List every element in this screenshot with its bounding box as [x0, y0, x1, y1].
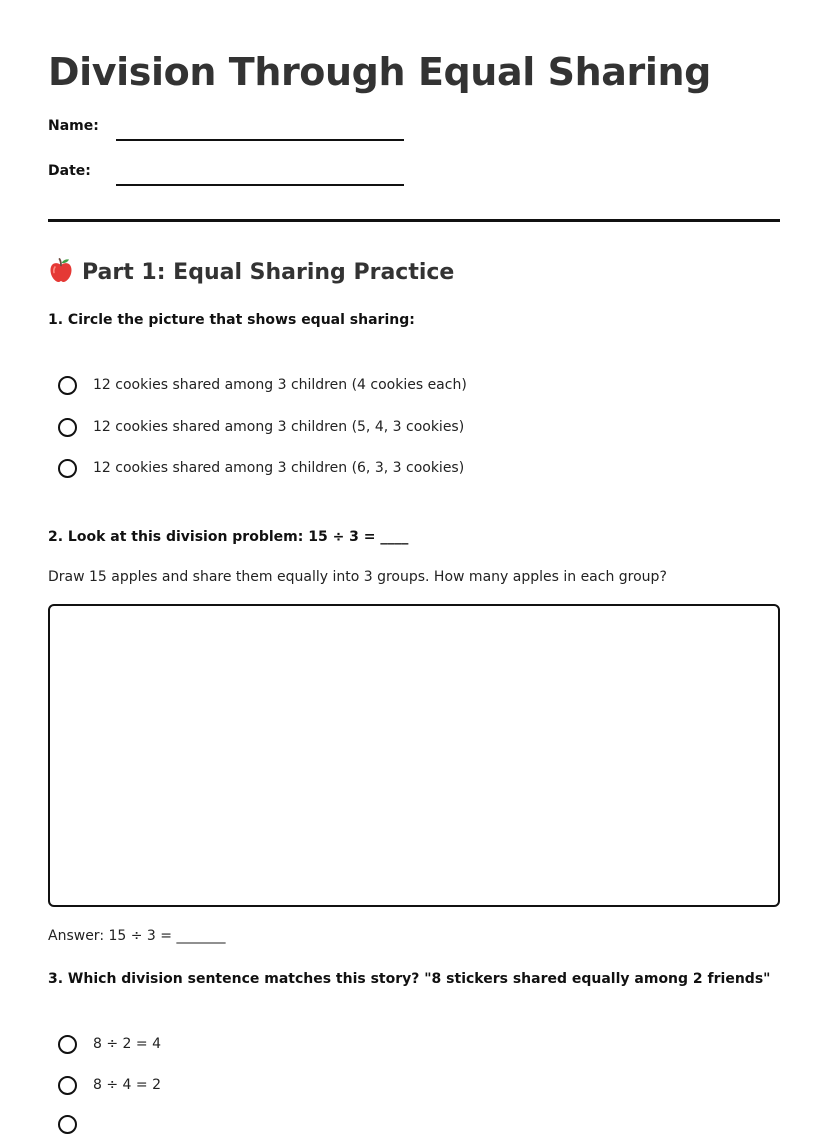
- date-label: Date:: [48, 163, 91, 179]
- question-2-prompt: 2. Look at this division problem: 15 ÷ 3 = ____: [48, 529, 409, 545]
- q1-option-1-radio[interactable]: [58, 376, 77, 395]
- q1-option-3[interactable]: [58, 456, 464, 480]
- header-divider: [48, 219, 780, 222]
- q1-option-1[interactable]: [58, 373, 467, 397]
- q3-option-2[interactable]: [58, 1073, 161, 1097]
- worksheet-title: Division Through Equal Sharing: [48, 50, 711, 94]
- q1-option-2[interactable]: [58, 415, 464, 439]
- q3-option-3-radio[interactable]: [58, 1115, 77, 1134]
- q3-option-3-partial[interactable]: [58, 1112, 77, 1136]
- name-label: Name:: [48, 118, 99, 134]
- part1-heading: [48, 257, 454, 288]
- q3-option-2-radio[interactable]: [58, 1076, 77, 1095]
- question-3-prompt: 3. Which division sentence matches this story? "8 stickers shared equally among 2 friends": [48, 971, 771, 987]
- q3-option-1[interactable]: [58, 1032, 161, 1056]
- q1-option-2-radio[interactable]: [58, 418, 77, 437]
- part1-heading-text: Part 1: Equal Sharing Practice: [82, 260, 455, 285]
- q1-option-3-radio[interactable]: [58, 459, 77, 478]
- q1-option-2-label: 12 cookies shared among 3 children (5, 4, 3 cookies): [93, 419, 465, 435]
- name-line[interactable]: [116, 139, 404, 141]
- q3-option-2-label: 8 ÷ 4 = 2: [93, 1077, 161, 1093]
- question-2-answer-line[interactable]: Answer: 15 ÷ 3 = _______: [48, 928, 226, 944]
- question-1-prompt: 1. Circle the picture that shows equal sharing:: [48, 312, 415, 328]
- q1-option-1-label: 12 cookies shared among 3 children (4 cookies each): [93, 377, 467, 393]
- drawing-box[interactable]: [48, 604, 780, 907]
- apple-icon: [48, 257, 74, 283]
- question-2-instruction: Draw 15 apples and share them equally into 3 groups. How many apples in each group?: [48, 569, 667, 585]
- q1-option-3-label: 12 cookies shared among 3 children (6, 3, 3 cookies): [93, 460, 465, 476]
- q3-option-1-label: 8 ÷ 2 = 4: [93, 1036, 161, 1052]
- q3-option-1-radio[interactable]: [58, 1035, 77, 1054]
- date-line[interactable]: [116, 184, 404, 186]
